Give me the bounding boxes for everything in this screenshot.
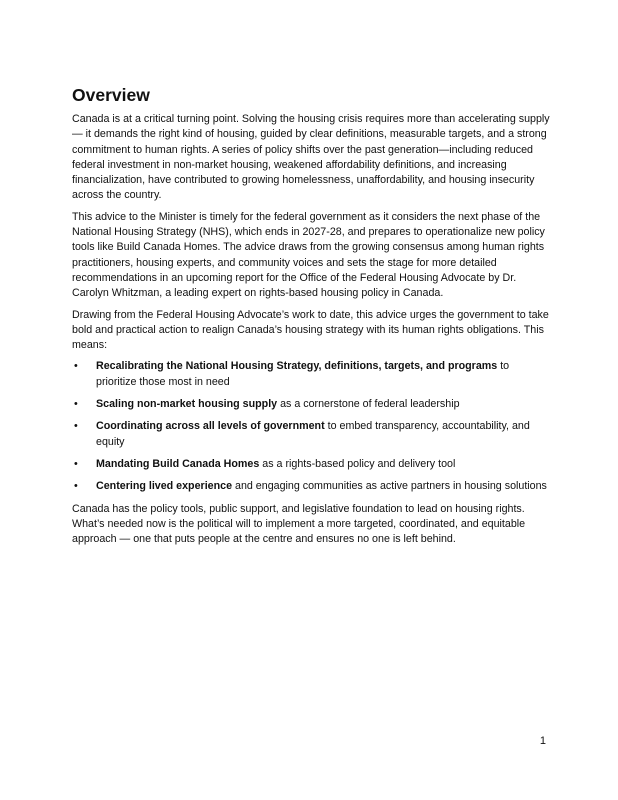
list-item-bold: Recalibrating the National Housing Strategy, definitions, targets, and programs xyxy=(96,360,498,373)
paragraph-conclusion: Canada has the policy tools, public support, and legislative foundation to lead on housing rights. What’s needed now is the political will to implement a more targeted, coordinated, and equitable approach — one that puts people at the centre and ensures no one is left behind. xyxy=(72,502,526,546)
list-item-text: as a rights-based policy and delivery tool xyxy=(259,457,456,470)
bullet-icon: • xyxy=(74,420,78,433)
paragraph-drawing: Drawing from the Federal Housing Advocate’s work to date, this advice urges the government to take bold and practical action to realign Canada’s housing strategy with its human rights obligations. This means: xyxy=(72,308,549,352)
bullet-icon: • xyxy=(74,457,78,470)
list-item-text: to prioritize those most in need xyxy=(96,360,510,388)
list-item-text: and engaging communities as active partners in housing solutions xyxy=(232,480,547,493)
paragraph-advice: This advice to the Minister is timely for the federal government as it considers the next phase of the National Housing Strategy (NHS), which ends in 2027-28, and prepares to operationalize new policy tools like Build Canada Homes. The advice draws from the growing consensus among human rights practitioners, housing experts, and community voices and sets the stage for more detailed recommendations in an upcoming report for the Office of the Federal Housing Advocate by Dr. Carolyn Whitzman, a leading expert on rights-based housing policy in Canada. xyxy=(72,210,545,300)
list-item-bold: Coordinating across all levels of government xyxy=(96,420,325,433)
paragraph-intro: Canada is at a critical turning point. Solving the housing crisis requires more than accelerating supply — it demands the right kind of housing, guided by clear definitions, measurable targets, and a strong commitment to human rights. A series of policy shifts over the past generation—including reduced federal investment in non-market housing, weakened affordability definitions, and increasing financialization, have contributed to growing homelessness, unaffordability, and housing insecurity across the country. xyxy=(72,113,550,202)
list-item-bold: Scaling non-market housing supply xyxy=(96,398,278,411)
list-item-bold: Mandating Build Canada Homes xyxy=(96,457,260,470)
bullet-icon: • xyxy=(74,398,78,411)
list-item xyxy=(72,359,550,390)
bullet-icon: • xyxy=(74,360,78,373)
bullet-list xyxy=(72,359,550,494)
list-item xyxy=(72,397,550,412)
page-number: 1 xyxy=(539,735,546,747)
list-item xyxy=(72,479,550,494)
bullet-icon: • xyxy=(74,480,78,493)
list-item xyxy=(72,419,550,450)
list-item-bold: Centering lived experience xyxy=(96,480,233,493)
document-body xyxy=(72,84,550,553)
list-item xyxy=(72,457,550,472)
section-heading: Overview xyxy=(72,85,150,105)
list-item-text: to embed transparency, accountability, and equity xyxy=(96,420,530,448)
list-item-text: as a cornerstone of federal leadership xyxy=(277,398,460,411)
